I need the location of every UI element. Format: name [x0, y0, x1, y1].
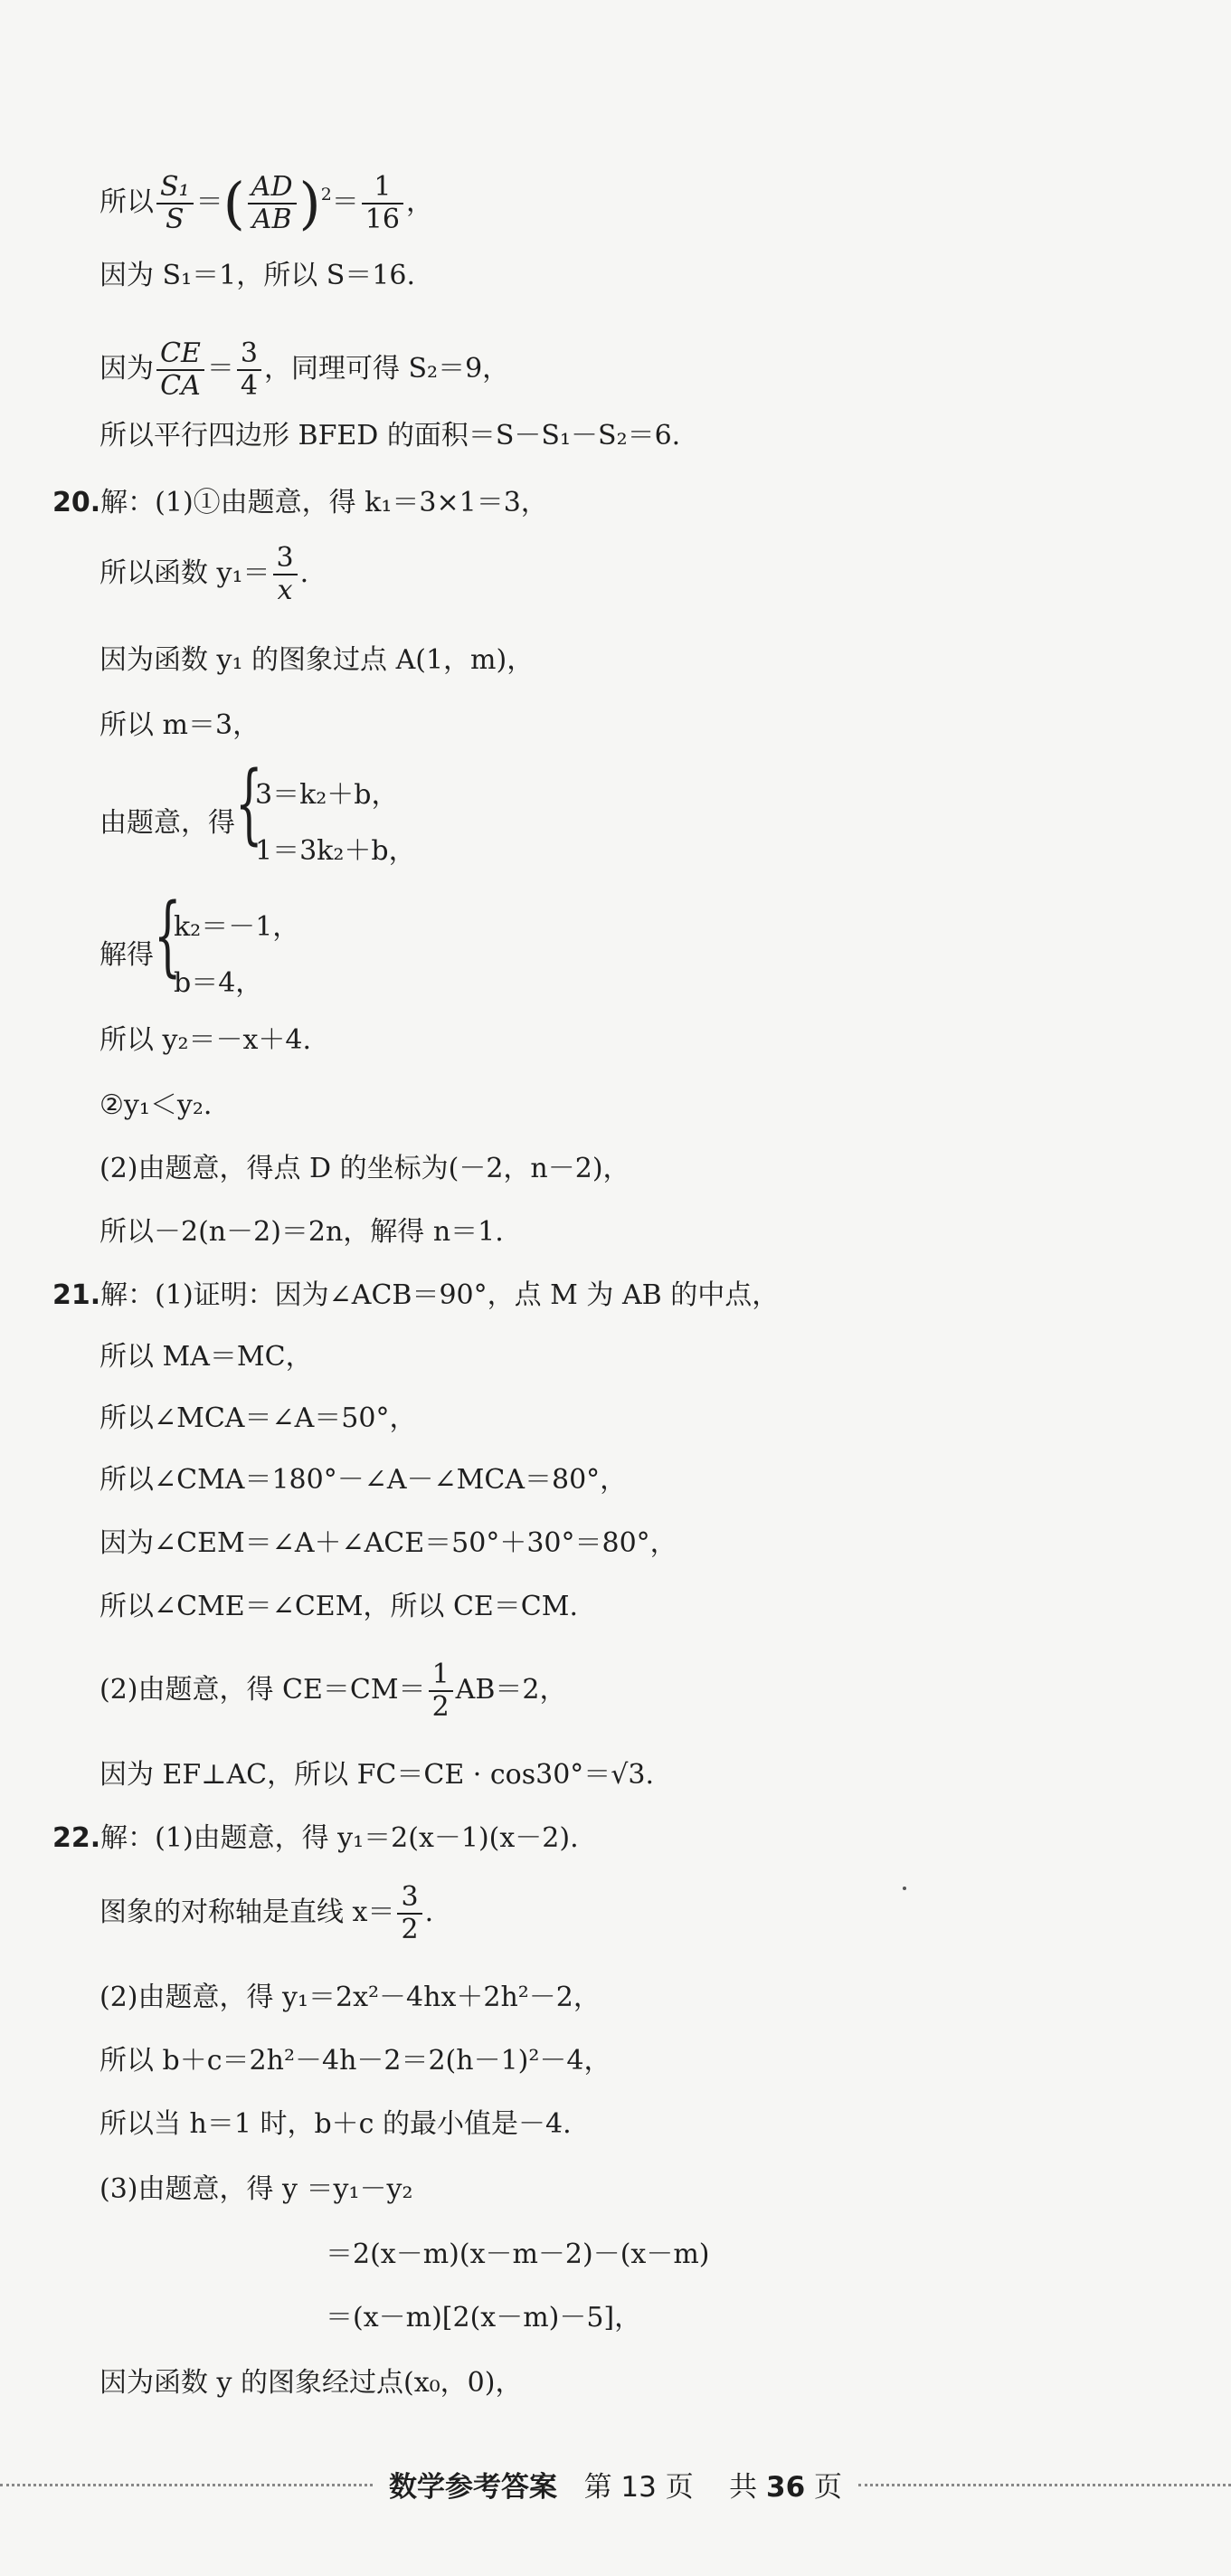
text: ，同理可得 S₂＝9， — [263, 353, 510, 385]
fraction-3-x — [273, 543, 298, 606]
text: 图象的对称轴是直线 x＝ — [99, 1896, 395, 1928]
q22-line-7: ＝2(x－m)(x－m－2)－(x－m) — [326, 2239, 710, 2270]
q20-line-6 — [99, 885, 300, 1012]
q21-line-8: 因为 EF⊥AC，所以 FC＝CE · cos30°＝√3. — [99, 1759, 655, 1791]
numerator: 3 — [273, 543, 298, 575]
text: 解得 — [99, 939, 154, 971]
footer-title: 数学参考答案 — [389, 2470, 557, 2504]
equation-system — [154, 885, 300, 1012]
text: ＝ — [195, 186, 223, 218]
q22-line-3: (2)由题意，得 y₁＝2x²－4hx＋2h²－2， — [99, 1982, 601, 2013]
page-number: 第 13 页 — [583, 2470, 694, 2504]
q21-line-6: 所以∠CME＝∠CEM，所以 CE＝CM. — [99, 1591, 579, 1622]
footer-dotted-rule-right — [858, 2484, 1231, 2486]
text: 解：(1)①由题意，得 k₁＝3×1＝3， — [100, 487, 548, 518]
total-pages: 36 — [766, 2470, 806, 2504]
q20-line-2 — [99, 543, 308, 606]
fraction-s1-s — [156, 172, 194, 235]
fraction-3-4 — [237, 338, 261, 402]
numerator: 3 — [237, 338, 261, 371]
numerator: 1 — [362, 172, 403, 204]
text: 由题意，得 — [99, 807, 235, 839]
fraction-ad-ab — [248, 172, 297, 235]
q20-line-7: 所以 y₂＝－x＋4. — [99, 1024, 312, 1056]
footer-dotted-rule-left — [0, 2484, 373, 2486]
q22-line-1 — [52, 1819, 579, 1858]
question-number: 20. — [52, 487, 101, 518]
fraction-3-2 — [397, 1882, 421, 1945]
q20-line-10: 所以－2(n－2)＝2n，解得 n＝1. — [99, 1216, 504, 1248]
numerator: 3 — [397, 1882, 421, 1915]
text: 解：(1)证明：因为∠ACB＝90°，点 M 为 AB 的中点， — [100, 1279, 780, 1311]
top-line-4: 所以平行四边形 BFED 的面积＝S－S₁－S₂＝6. — [99, 420, 681, 452]
denominator: 16 — [365, 204, 400, 235]
page-footer — [0, 2461, 1231, 2506]
text: ＝ — [206, 353, 234, 385]
brace: { — [235, 753, 263, 854]
q22-line-9: 因为函数 y 的图象经过点(x₀，0)， — [99, 2367, 523, 2399]
denominator: x — [277, 575, 293, 606]
fraction-1-2 — [429, 1659, 453, 1723]
numerator: 1 — [429, 1659, 453, 1692]
equation-row: k₂＝－1， — [174, 911, 300, 943]
denominator: CA — [160, 370, 201, 402]
denominator: AB — [251, 204, 292, 235]
denominator: 2 — [431, 1691, 450, 1723]
question-number: 22. — [52, 1822, 101, 1854]
text: AB＝2， — [455, 1674, 567, 1706]
q21-line-3: 所以∠MCA＝∠A＝50°， — [99, 1402, 417, 1434]
equation-row: 3＝k₂＋b， — [255, 779, 399, 811]
fraction-ce-ca — [156, 338, 204, 402]
q22-line-8: ＝(x－m)[2(x－m)－5]， — [326, 2302, 642, 2334]
q20-line-3: 因为函数 y₁ 的图象过点 A(1，m)， — [99, 644, 535, 676]
equation-row: b＝4， — [174, 967, 263, 999]
text: . — [424, 1896, 434, 1928]
text: ， — [405, 186, 433, 218]
q21-line-7 — [99, 1659, 566, 1723]
text: 解：(1)由题意，得 y₁＝2(x－1)(x－2). — [100, 1822, 579, 1854]
equation-row: 1＝3k₂＋b， — [255, 835, 416, 867]
denominator: S — [166, 204, 185, 235]
total-suffix: 页 — [814, 2470, 842, 2504]
numerator: CE — [156, 338, 204, 371]
top-line-3 — [99, 338, 509, 402]
q22-line-4: 所以 b＋c＝2h²－4h－2＝2(h－1)²－4， — [99, 2045, 611, 2077]
q20-line-5 — [99, 753, 416, 879]
equation-system — [235, 753, 416, 879]
numerator: AD — [248, 172, 297, 204]
q21-line-4: 所以∠CMA＝180°－∠A－∠MCA＝80°， — [99, 1464, 628, 1496]
paren-open: ( — [223, 170, 245, 236]
q22-line-2 — [99, 1882, 433, 1945]
numerator: S₁ — [156, 172, 194, 204]
q20-line-8: ②y₁＜y₂. — [99, 1089, 213, 1121]
text: (2)由题意，得 CE＝CM＝ — [99, 1674, 426, 1706]
top-line-2: 因为 S₁＝1，所以 S＝16. — [99, 260, 415, 291]
denominator: 2 — [401, 1914, 419, 1945]
brace: { — [154, 885, 182, 986]
fraction-1-16 — [362, 172, 403, 235]
q20-line-4: 所以 m＝3， — [99, 709, 260, 741]
text: 所以函数 y₁＝ — [99, 557, 270, 589]
text: ＝ — [331, 186, 359, 218]
q20-line-1 — [52, 483, 548, 523]
text: 因为 — [99, 353, 154, 385]
question-number: 21. — [52, 1279, 101, 1311]
exponent: 2 — [320, 185, 332, 204]
q21-line-2: 所以 MA＝MC， — [99, 1341, 313, 1373]
top-line-1 — [99, 172, 433, 235]
q20-line-9: (2)由题意，得点 D 的坐标为(－2，n－2)， — [99, 1153, 630, 1184]
q21-line-1 — [52, 1276, 779, 1316]
text: . — [299, 557, 309, 589]
text: 所以 — [99, 186, 154, 218]
q22-line-5: 所以当 h＝1 时，b＋c 的最小值是－4. — [99, 2108, 572, 2140]
q22-line-6: (3)由题意，得 y ＝y₁－y₂ — [99, 2173, 413, 2205]
paren-close: ) — [298, 170, 321, 236]
footer-text — [373, 2464, 858, 2505]
q21-line-5: 因为∠CEM＝∠A＋∠ACE＝50°＋30°＝80°， — [99, 1527, 677, 1559]
denominator: 4 — [240, 370, 258, 402]
scan-speck — [903, 1887, 906, 1890]
total-prefix: 共 — [729, 2470, 758, 2504]
